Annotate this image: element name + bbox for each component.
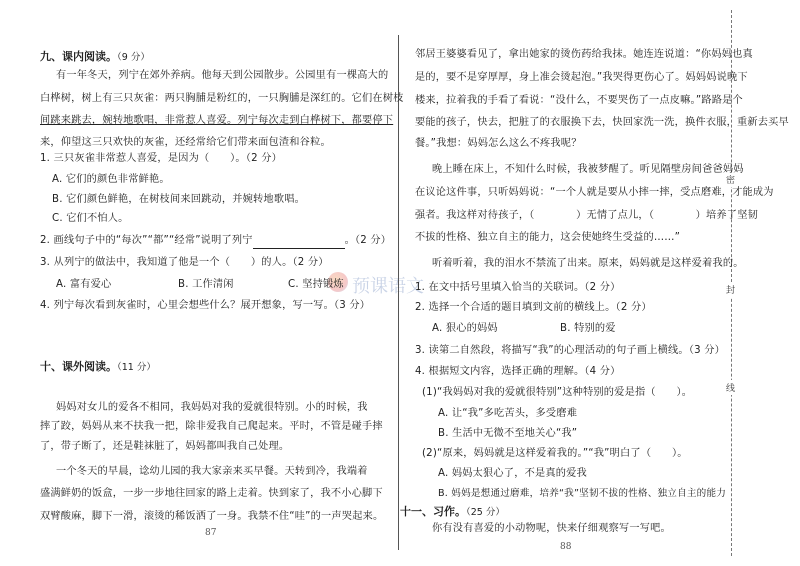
section9-title: 九、课内阅读。（9 分） (40, 50, 150, 63)
right-para2-line2: 在议论这件事，只听妈妈说：“一个人就是要从小摔一摔，受点磨难，才能成为 (415, 187, 774, 198)
section9-q3-opt-c: C. 坚持锻炼 (288, 279, 344, 290)
section11-prompt: 你有没有喜爱的小动物呢，快来仔细观察写一写吧。 (432, 523, 671, 534)
page-divider (398, 35, 399, 550)
right-q1: 1. 在文中括号里填入恰当的关联词。（2 分） (415, 282, 621, 293)
right-q4-1-opt-a: A. 让“我”多吃苦头，多受磨难 (438, 408, 578, 419)
page-number-right: 88 (560, 542, 572, 552)
right-q4-2: (2)“原来，妈妈就是这样爱着我的。”“我”明白了（ ）。 (422, 448, 688, 459)
right-q2-opt-b: B. 特别的爱 (560, 323, 616, 334)
section10-para-line5: 盛满鲜奶的饭盒，一步一步地往回家的路上走着。快到家了，我不小心脚下 (40, 488, 383, 499)
section9-q1-opt-b: B. 它们颜色鲜艳，在树枝间来回跳动，并婉转地歌唱。 (52, 194, 305, 205)
section10-para-line2: 摔了跤，妈妈从来不扶我一把，除非爱我自己爬起来。平时，不管是碰手摔 (40, 421, 383, 432)
right-para3: 听着听着，我的泪水不禁流了出来。原来，妈妈就是这样爱着我的。 (432, 258, 744, 269)
section10-title: 十、课外阅读。（11 分） (40, 360, 156, 373)
page-number-left: 87 (205, 528, 217, 538)
section9-para-line2: 白桦树，树上有三只灰雀：两只胸脯是粉红的，一只胸脯是深红的。它们在树枝 (40, 93, 404, 104)
section10-para-line4: 一个冬天的早晨，谂幼儿园的我大家亲来买早餐。天转到冷，我端着 (56, 466, 368, 477)
section9-q3-opt-a: A. 富有爱心 (56, 279, 112, 290)
right-intro-line1: 邻居王婆婆看见了，拿出她家的烫伤药给我抹。她连连说道：“你妈妈也真 (415, 49, 753, 60)
binding-label-mi: 密 (726, 172, 735, 187)
right-para2-line4: 不拔的性格、独立自主的能力，这会使她终生受益的……” (415, 232, 681, 243)
section9-q1-opt-c: C. 它们不怕人。 (52, 213, 129, 224)
section9-para-line1: 有一年冬天，列宁在郊外养病。他每天到公园散步。公园里有一棵高大的 (56, 70, 389, 81)
section11-title: 十一、习作。（25 分） (400, 505, 505, 518)
section9-q3: 3. 从列宁的做法中，我知道了他是一个（ ）的人。（2 分） (40, 257, 329, 268)
binding-label-xian: 线 (726, 380, 735, 395)
section9-q2: 2. 画线句子中的“每次”“都”“经常”说明了列宁 。（2 分） (40, 234, 391, 249)
watermark-text: 预课语文 (352, 276, 424, 297)
binding-label-feng: 封 (726, 282, 735, 297)
section10-para-line1: 妈妈对女儿的爱各不相同，我妈妈对我的爱就很特别。小的时候，我 (56, 402, 368, 413)
section9-q1-opt-a: A. 它们的颜色非常鲜艳。 (52, 174, 170, 185)
right-intro-line2: 是的，要不是穿厚厚，身上准会烫起泡。”我哭得更伤心了。妈妈妈说晚下 (415, 72, 748, 83)
section9-para-line4: 来，仰望这三只欢快的灰雀，还经常给它们带来面包渣和谷粒。 (40, 137, 331, 148)
right-para2-line1: 晚上睡在床上，不知什么时候，我被梦醒了。听见隔壁房间爸爸妈妈 (432, 164, 744, 175)
section9-q4: 4. 列宁每次看到灰雀时，心里会想些什么？展开想象，写一写。（3 分） (40, 300, 371, 311)
right-q4-1-opt-b: B. 生活中无微不至地关心“我” (438, 428, 578, 439)
right-q4-2-opt-b: B. 妈妈是想通过磨难，培养“我”坚韧不拔的性格、独立自主的能力 (438, 488, 727, 499)
section10-para-line3: 了，带子断了，还是鞋袜脏了，妈妈都叫我自己处理。 (40, 441, 290, 452)
right-q4: 4. 根据短文内容，选择正确的理解。（4 分） (415, 366, 621, 377)
right-q3: 3. 读第二自然段，将描写“我”的心理活动的句子画上横线。（3 分） (415, 345, 725, 356)
section9-q1: 1. 三只灰雀非常惹人喜爱，是因为（ ）。（2 分） (40, 153, 283, 164)
right-q4-1: (1)“我妈妈对我的爱就很特别”这种特别的爱是指（ ）。 (422, 387, 693, 398)
right-q2-opt-a: A. 狠心的妈妈 (432, 323, 498, 334)
section9-q2-answer-line[interactable] (253, 234, 345, 249)
right-q2: 2. 选择一个合适的题目填到文前的横线上。（2 分） (415, 302, 652, 313)
right-para2-line3: 强者。我这样对待孩子，（ ）无情了点儿，（ ）培养了坚韧 (415, 210, 758, 221)
right-intro-line4: 要能的孩子，快去，把脏了的衣服换下去，快回家洗一洗，换件衣服，重新去买早 (415, 117, 789, 128)
section10-para-line6: 双臂酸麻，脚下一滑，滚烫的稀饭洒了一身。我禁不住“哇”的一声哭起来。 (40, 511, 384, 522)
right-q4-2-opt-a: A. 妈妈太狠心了，不是真的爱我 (438, 468, 587, 479)
section9-para-line3: 间跳来跳去，婉转地歌唱，非常惹人喜爱。列宁每次走到白桦树下，都要停下 (40, 115, 394, 126)
right-intro-line3: 楼来，拉着我的手看了看说：“没什么，不要哭伤了一点皮嘛。”路路是个 (415, 95, 743, 106)
right-intro-line5: 餐。”我想：妈妈怎么这么不疼我呢？ (415, 138, 582, 149)
section9-q3-opt-b: B. 工作清闲 (178, 279, 234, 290)
